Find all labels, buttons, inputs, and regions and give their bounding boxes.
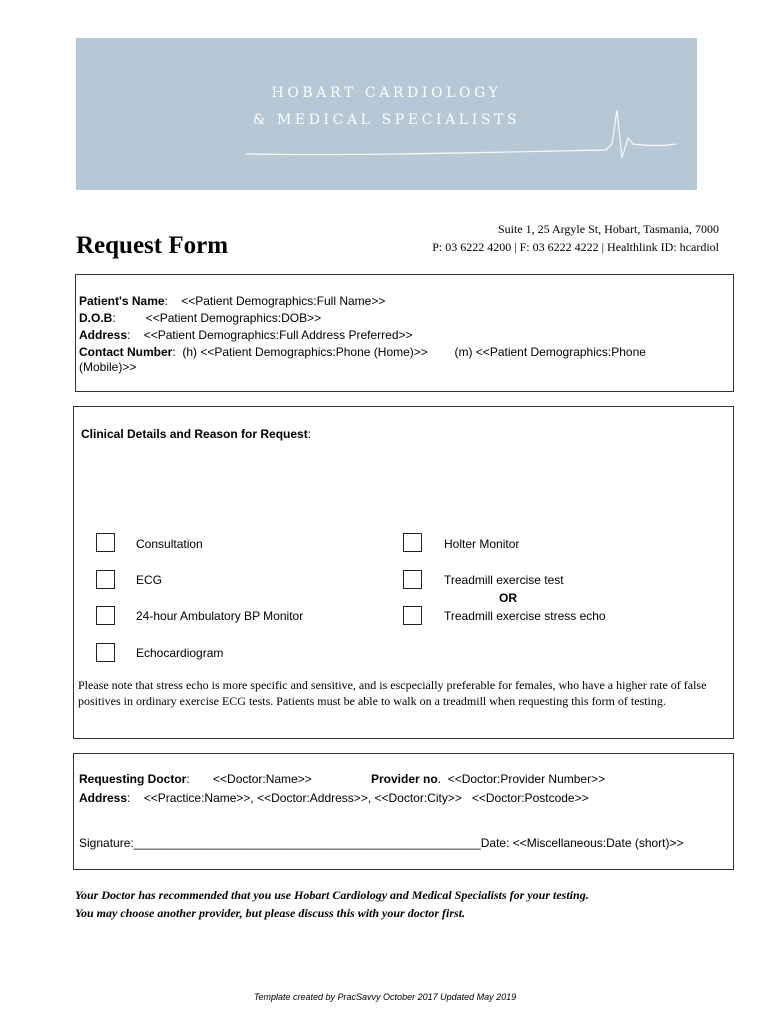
- banner-title-line1: HOBART CARDIOLOGY: [271, 85, 502, 101]
- consultation-label: Consultation: [136, 537, 203, 551]
- patient-address-row: [79, 327, 413, 343]
- practice-contact: P: 03 6222 4200 | F: 03 6222 4222 | Healthlink ID: hcardiol: [432, 240, 719, 254]
- consultation-checkbox[interactable]: [96, 533, 115, 552]
- patient-contact-row: [79, 344, 646, 360]
- stress-echo-note: Please note that stress echo is more specific and sensitive, and is escpecially preferable for females, who have a higher rate of false positives in ordinary exercise ECG tests. Patients must be able to walk on a treadmill when requesting this form of testing.: [78, 678, 707, 708]
- clinical-heading-text: Clinical Details and Reason for Request: [81, 427, 308, 441]
- provider-number-value: . <<Doctor:Provider Number>>: [437, 772, 606, 786]
- requesting-doctor-label: Requesting Doctor: [79, 772, 187, 786]
- patient-address-label: Address: [79, 328, 128, 342]
- doctor-address-value: : <<Practice:Name>>, <<Doctor:Address>>, <<Doctor:City>> <<Doctor:Postcode>>: [127, 791, 589, 805]
- patient-name-label: Patient's Name: [79, 294, 165, 308]
- patient-dob-value: : <<Patient Demographics:DOB>>: [112, 311, 322, 325]
- doctor-address-label: Address: [79, 791, 128, 805]
- patient-name-row: [79, 293, 385, 309]
- banner-title-line2: & MEDICAL SPECIALISTS: [252, 112, 521, 128]
- patient-contact-value: : (h) <<Patient Demographics:Phone (Home)>> (m) <<Patient Demographics:Phone: [172, 345, 646, 359]
- requesting-doctor-value: : <<Doctor:Name>>: [186, 772, 312, 786]
- patient-dob-label: D.O.B: [79, 311, 113, 325]
- patient-dob-row: [79, 310, 321, 326]
- echocardiogram-label: Echocardiogram: [136, 646, 224, 660]
- patient-contact-mobile: (Mobile)>>: [79, 360, 137, 374]
- treadmill-echo-label: Treadmill exercise stress echo: [444, 609, 606, 623]
- treadmill-test-checkbox[interactable]: [403, 570, 422, 589]
- recommendation-line1: Your Doctor has recommended that you use Hobart Cardiology and Medical Specialists for your testing.: [75, 888, 589, 902]
- holter-label: Holter Monitor: [444, 537, 520, 551]
- header-banner: [76, 38, 697, 190]
- holter-checkbox[interactable]: [403, 533, 422, 552]
- ecg-trace-logo: [76, 38, 697, 190]
- clinical-heading-colon: :: [307, 427, 312, 441]
- echocardiogram-checkbox[interactable]: [96, 643, 115, 662]
- treadmill-test-label: Treadmill exercise test: [444, 573, 564, 587]
- recommendation-line2: You may choose another provider, but please discuss this with your doctor first.: [75, 906, 466, 920]
- signature-date-line: Signature:____________________________________________________Date: <<Miscellaneous:Date (short)>>: [79, 836, 684, 850]
- patient-contact-label: Contact Number: [79, 345, 173, 359]
- or-label: OR: [499, 591, 517, 605]
- ecg-label: ECG: [136, 573, 163, 587]
- doctor-address-row: [79, 790, 589, 806]
- bp-monitor-checkbox[interactable]: [96, 606, 115, 625]
- bp-monitor-label: 24-hour Ambulatory BP Monitor: [136, 609, 304, 623]
- page-title: Request Form: [76, 232, 229, 259]
- provider-number-row: [371, 771, 605, 787]
- clinical-heading: [81, 426, 311, 442]
- patient-name-value: : <<Patient Demographics:Full Name>>: [164, 294, 386, 308]
- patient-address-value: : <<Patient Demographics:Full Address Preferred>>: [127, 328, 413, 342]
- provider-number-label: Provider no: [371, 772, 438, 786]
- treadmill-echo-checkbox[interactable]: [403, 606, 422, 625]
- requesting-doctor-row: [79, 771, 312, 787]
- practice-address: Suite 1, 25 Argyle St, Hobart, Tasmania, 7000: [497, 222, 719, 236]
- template-footer: Template created by PracSavvy October 2017 Updated May 2019: [253, 992, 517, 1002]
- ecg-checkbox[interactable]: [96, 570, 115, 589]
